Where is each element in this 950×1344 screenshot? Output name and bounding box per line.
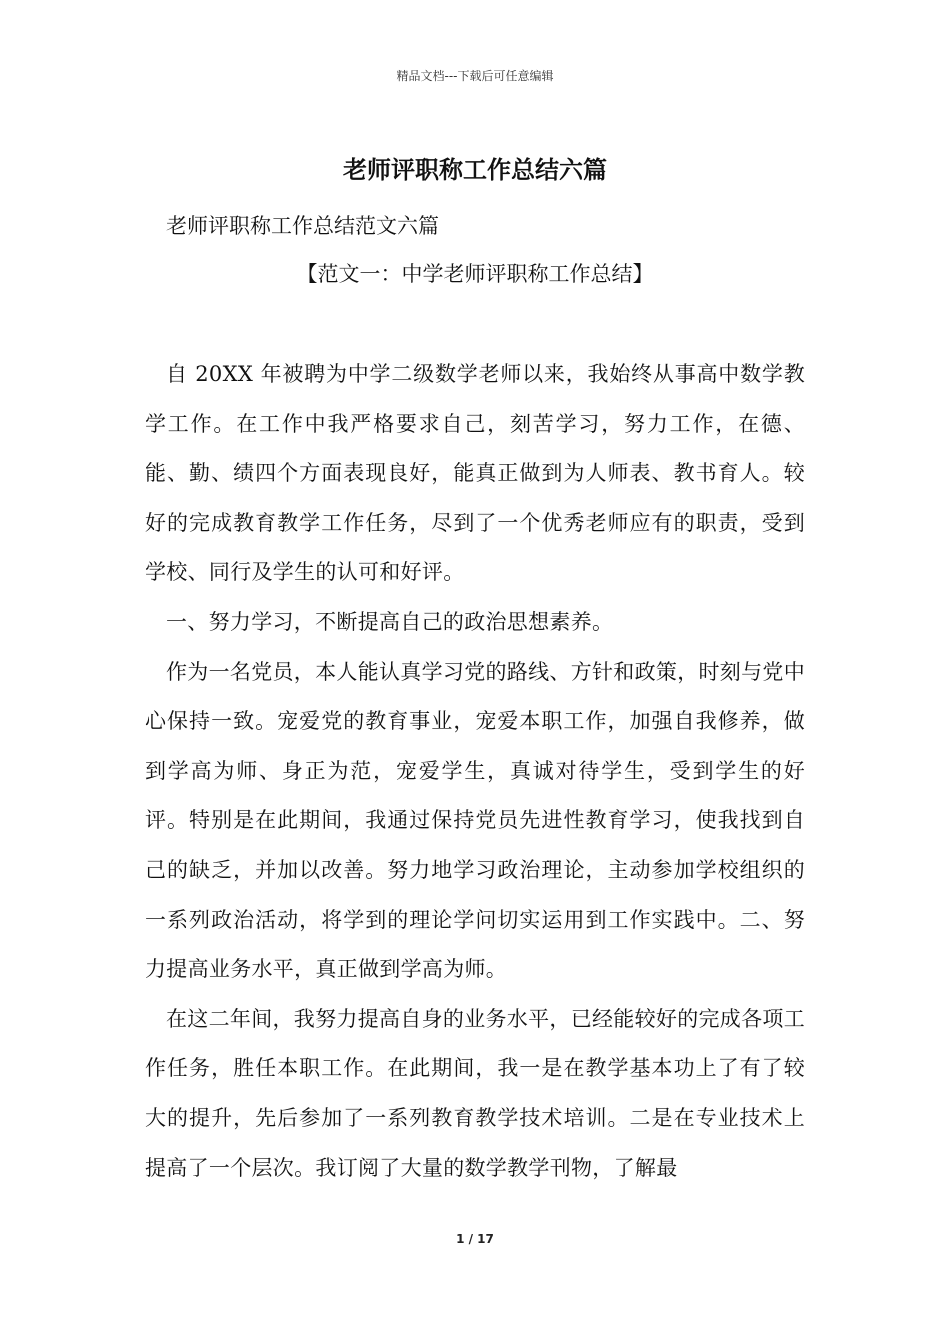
document-subtitle: 老师评职称工作总结范文六篇 xyxy=(166,214,439,238)
page-number: 1 / 17 xyxy=(456,1232,494,1246)
header-note: 精品文档---下载后可任意编辑 xyxy=(396,69,554,83)
paragraph-intro: 自 20XX 年被聘为中学二级数学老师以来，我始终从事高中数学教学工作。在工作中我严格要求自己，刻苦学习，努力工作，在德、能、勤、绩四个方面表现良好，能真正做到为人师表、教书育人。较好的完成教育教学工作任务，尽到了一个优秀老师应有的职责，受到学校、同行及学生的认可和好评。 xyxy=(145,362,805,585)
document-title: 老师评职称工作总结六篇 xyxy=(343,156,607,184)
paragraph-heading-one: 一、努力学习，不断提高自己的政治思想素养。 xyxy=(166,609,614,634)
paragraph-politics: 作为一名党员，本人能认真学习党的路线、方针和政策，时刻与党中心保持一致。宠爱党的教育事业，宠爱本职工作，加强自我修养，做到学高为师、身正为范，宠爱学生，真诚对待学生，受到学生的好评。特别是在此期间，我通过保持党员先进性教育学习，使我找到自己的缺乏，并加以改善。努力地学习政治理论，主动参加学校组织的一系列政治活动，将学到的理论学问切实运用到工作实践中。二、努力提高业务水平，真正做到学高为师。 xyxy=(145,659,805,982)
body-text xyxy=(145,350,805,1193)
paragraph-skills: 在这二年间，我努力提高自身的业务水平，已经能较好的完成各项工作任务，胜任本职工作。在此期间，我一是在教学基本功上了有了较大的提升，先后参加了一系列教育教学技术培训。二是在专业技术上提高了一个层次。我订阅了大量的数学教学刊物，了解最 xyxy=(145,1006,805,1180)
section-heading: 【范文一：中学老师评职称工作总结】 xyxy=(296,262,654,286)
